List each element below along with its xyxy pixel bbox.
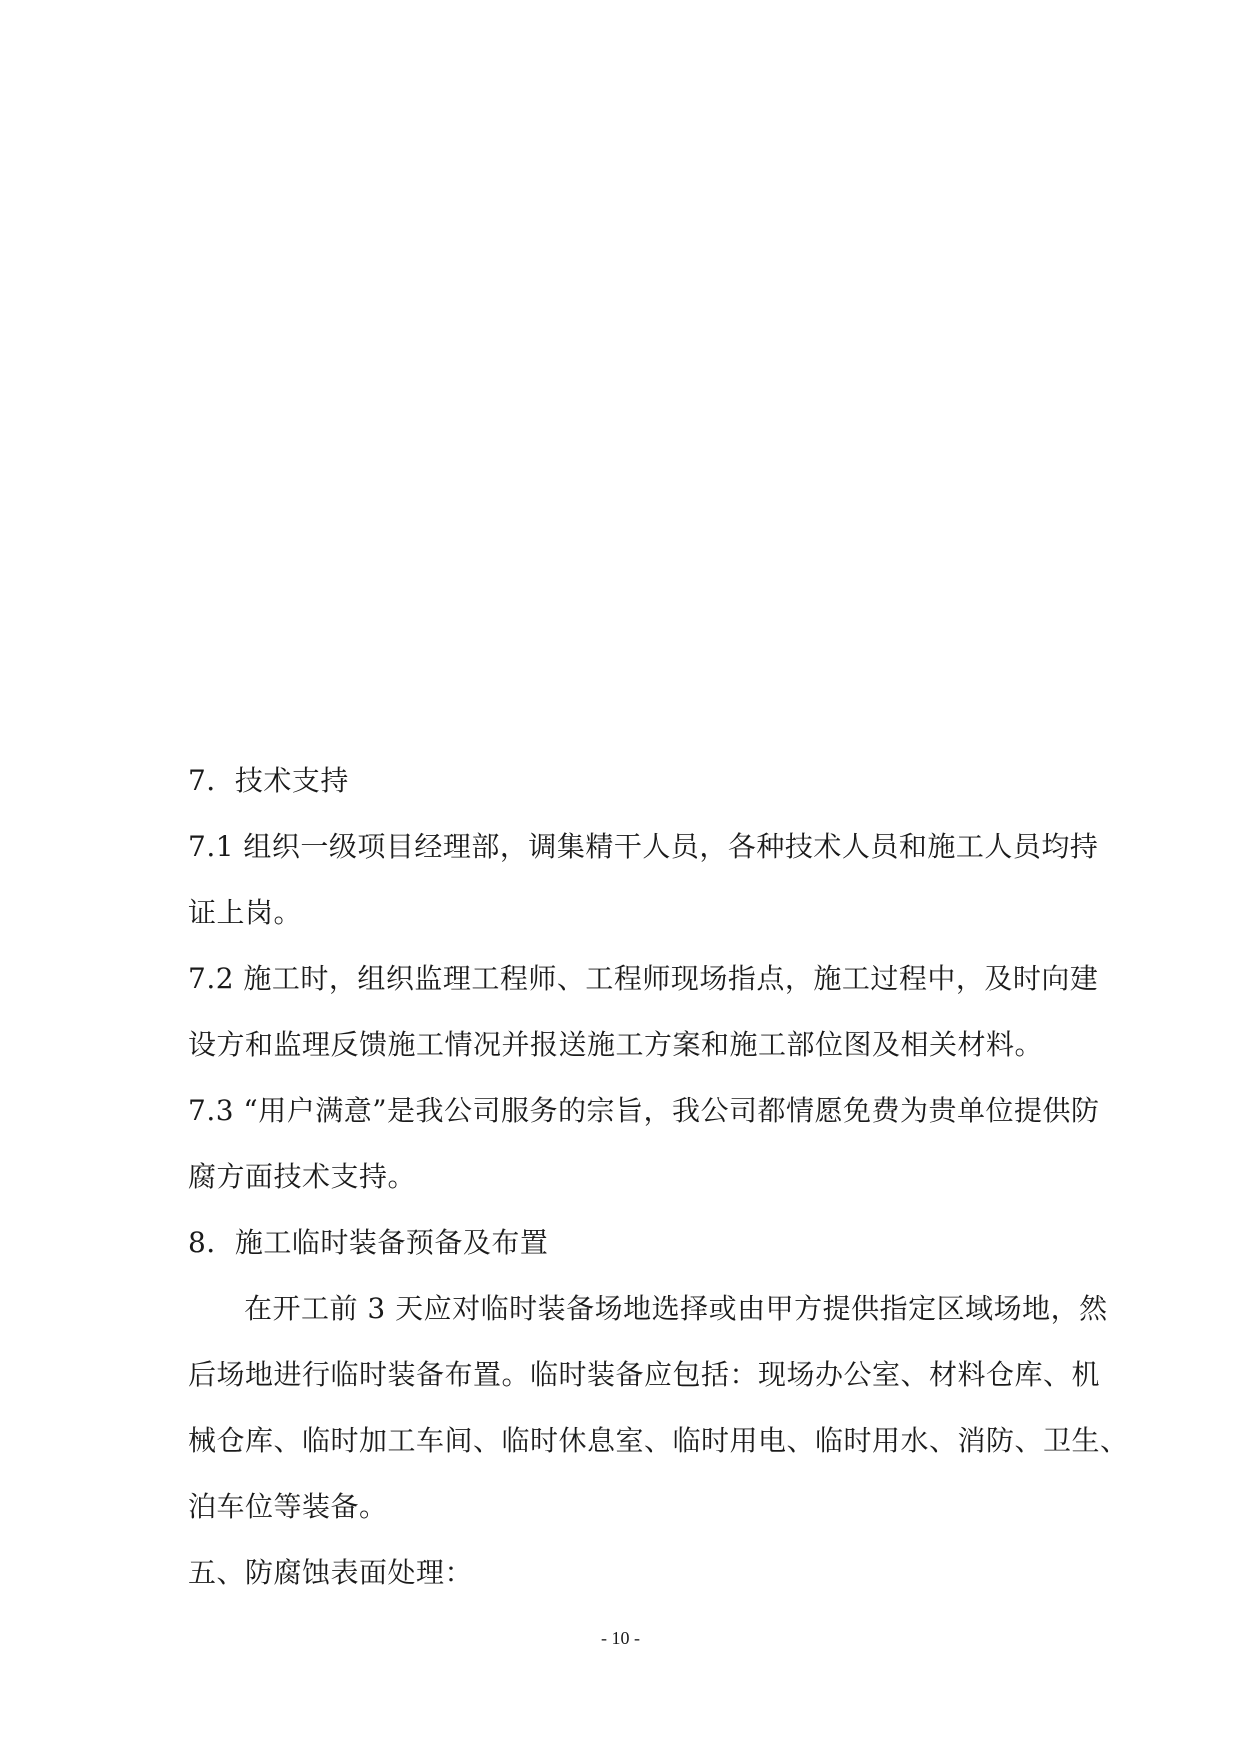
paragraph-7-2-line-2: 设方和监理反馈施工情况并报送施工方案和施工部位图及相关材料。: [188, 1028, 1044, 1061]
document-body: [188, 748, 1129, 1606]
page-number: - 10 -: [601, 1628, 640, 1648]
paragraph-7-3-line-1: 7.3 “用户满意”是我公司服务的宗旨，我公司都情愿免费为贵单位提供防: [188, 1094, 1100, 1127]
paragraph-7-3-line-2: 腐方面技术支持。: [188, 1160, 417, 1193]
paragraph-8-line-3: 械仓库、临时加工车间、临时休息室、临时用电、临时用水、消防、卫生、: [188, 1424, 1129, 1457]
section-heading-5: 五、防腐蚀表面处理：: [188, 1556, 474, 1589]
paragraph-7-1-line-2: 证上岗。: [188, 896, 303, 929]
paragraph-8-line-2: 后场地进行临时装备布置。临时装备应包括：现场办公室、材料仓库、机: [188, 1358, 1101, 1391]
paragraph-7-2-line-1: 7.2 施工时，组织监理工程师、工程师现场指点，施工过程中，及时向建: [188, 962, 1099, 995]
paragraph-8-line-4: 泊车位等装备。: [188, 1490, 388, 1523]
section-heading-8: 8．施工临时装备预备及布置: [188, 1226, 549, 1259]
paragraph-8-line-1: 在开工前 3 天应对临时装备场地选择或由甲方提供指定区域场地，然: [244, 1292, 1108, 1325]
section-heading-7: 7．技术支持: [188, 764, 349, 797]
paragraph-7-1-line-1: 7.1 组织一级项目经理部，调集精干人员，各种技术人员和施工人员均持: [188, 830, 1099, 863]
